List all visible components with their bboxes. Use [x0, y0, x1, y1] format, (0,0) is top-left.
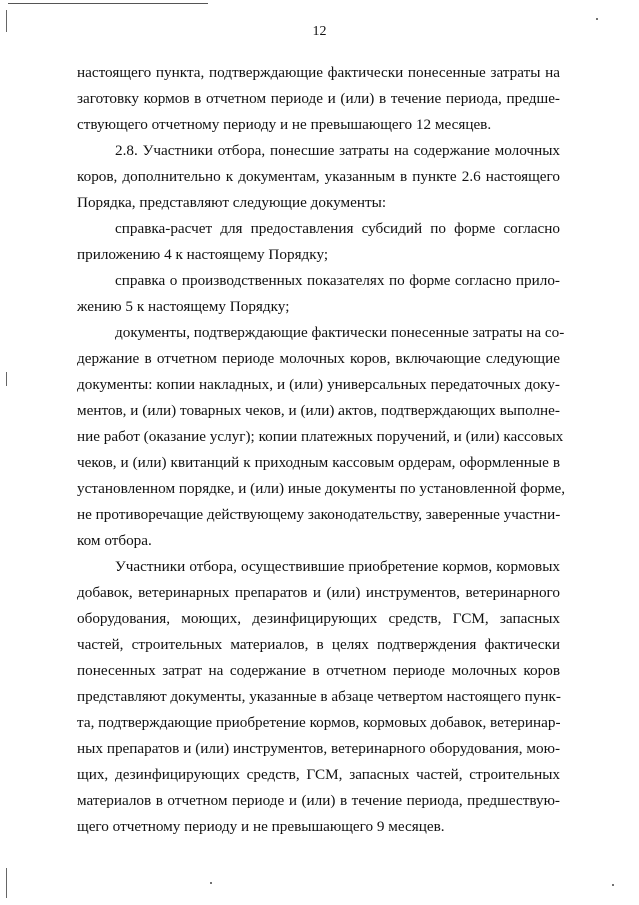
scan-left-mark [6, 868, 7, 898]
text-line: ных препаратов и (или) инструментов, ветеринарного оборудования, мою- [77, 740, 560, 757]
text-line: Участники отбора, осуществившие приобретение кормов, кормовых [115, 558, 560, 575]
scan-speck [612, 884, 614, 886]
text-line: ментов, и (или) товарных чеков, и (или) актов, подтверждающих выполне- [77, 402, 560, 419]
text-line: представляют документы, указанные в абзаце четвертом настоящего пунк- [77, 688, 561, 705]
text-line: документы, подтверждающие фактически понесенные затраты на со- [115, 324, 565, 341]
text-line: частей, строительных материалов, в целях подтверждения фактически [77, 636, 560, 653]
text-line: заготовку кормов в отчетном периоде и (или) в течение периода, предше- [77, 90, 560, 107]
text-line: ние работ (оказание услуг); копии платежных поручений, и (или) кассовых [77, 428, 564, 445]
text-line: оборудования, моющих, дезинфицирующих средств, ГСМ, запасных [77, 610, 560, 627]
text-line: не противоречащие действующему законодательству, заверенные участни- [77, 506, 561, 523]
scan-top-edge [8, 3, 208, 4]
text-line: чеков, и (или) квитанций к приходным кассовым ордерам, оформленные в [77, 454, 560, 471]
text-line: ствующего отчетному периоду и не превышающего 12 месяцев. [77, 116, 492, 133]
text-line: понесенных затрат на содержание в отчетном периоде молочных коров [77, 662, 560, 679]
text-line: материалов в отчетном периоде и (или) в течение периода, предшествую- [77, 792, 560, 809]
text-line: щих, дезинфицирующих средств, ГСМ, запасных частей, строительных [77, 766, 560, 783]
text-line: ком отбора. [77, 532, 152, 549]
text-line: та, подтверждающие приобретение кормов, кормовых добавок, ветеринар- [77, 714, 561, 731]
scan-speck [596, 18, 598, 20]
page-number: 12 [312, 24, 327, 39]
scan-left-mark [6, 372, 7, 386]
text-line: добавок, ветеринарных препаратов и (или) инструментов, ветеринарного [77, 584, 560, 601]
text-line: настоящего пункта, подтверждающие фактически понесенные затраты на [77, 64, 560, 81]
text-line: коров, дополнительно к документам, указанным в пункте 2.6 настоящего [77, 168, 560, 185]
text-line: щего отчетному периоду и не превышающего 9 месяцев. [77, 818, 445, 835]
text-line: справка-расчет для предоставления субсидий по форме согласно [115, 220, 560, 237]
text-line: документы: копии накладных, и (или) универсальных передаточных доку- [77, 376, 560, 393]
text-line: справка о производственных показателях по форме согласно прило- [115, 272, 560, 289]
scan-speck [210, 882, 212, 884]
text-line: держание в отчетном периоде молочных коров, включающие следующие [77, 350, 560, 367]
text-line: жению 5 к настоящему Порядку; [77, 298, 290, 315]
text-line: приложению 4 к настоящему Порядку; [77, 246, 329, 263]
text-line: 2.8. Участники отбора, понесшие затраты на содержание молочных [115, 142, 560, 159]
text-line: установленном порядке, и (или) иные документы по установленной форме, [77, 480, 566, 497]
text-line: Порядка, представляют следующие документы: [77, 194, 387, 211]
